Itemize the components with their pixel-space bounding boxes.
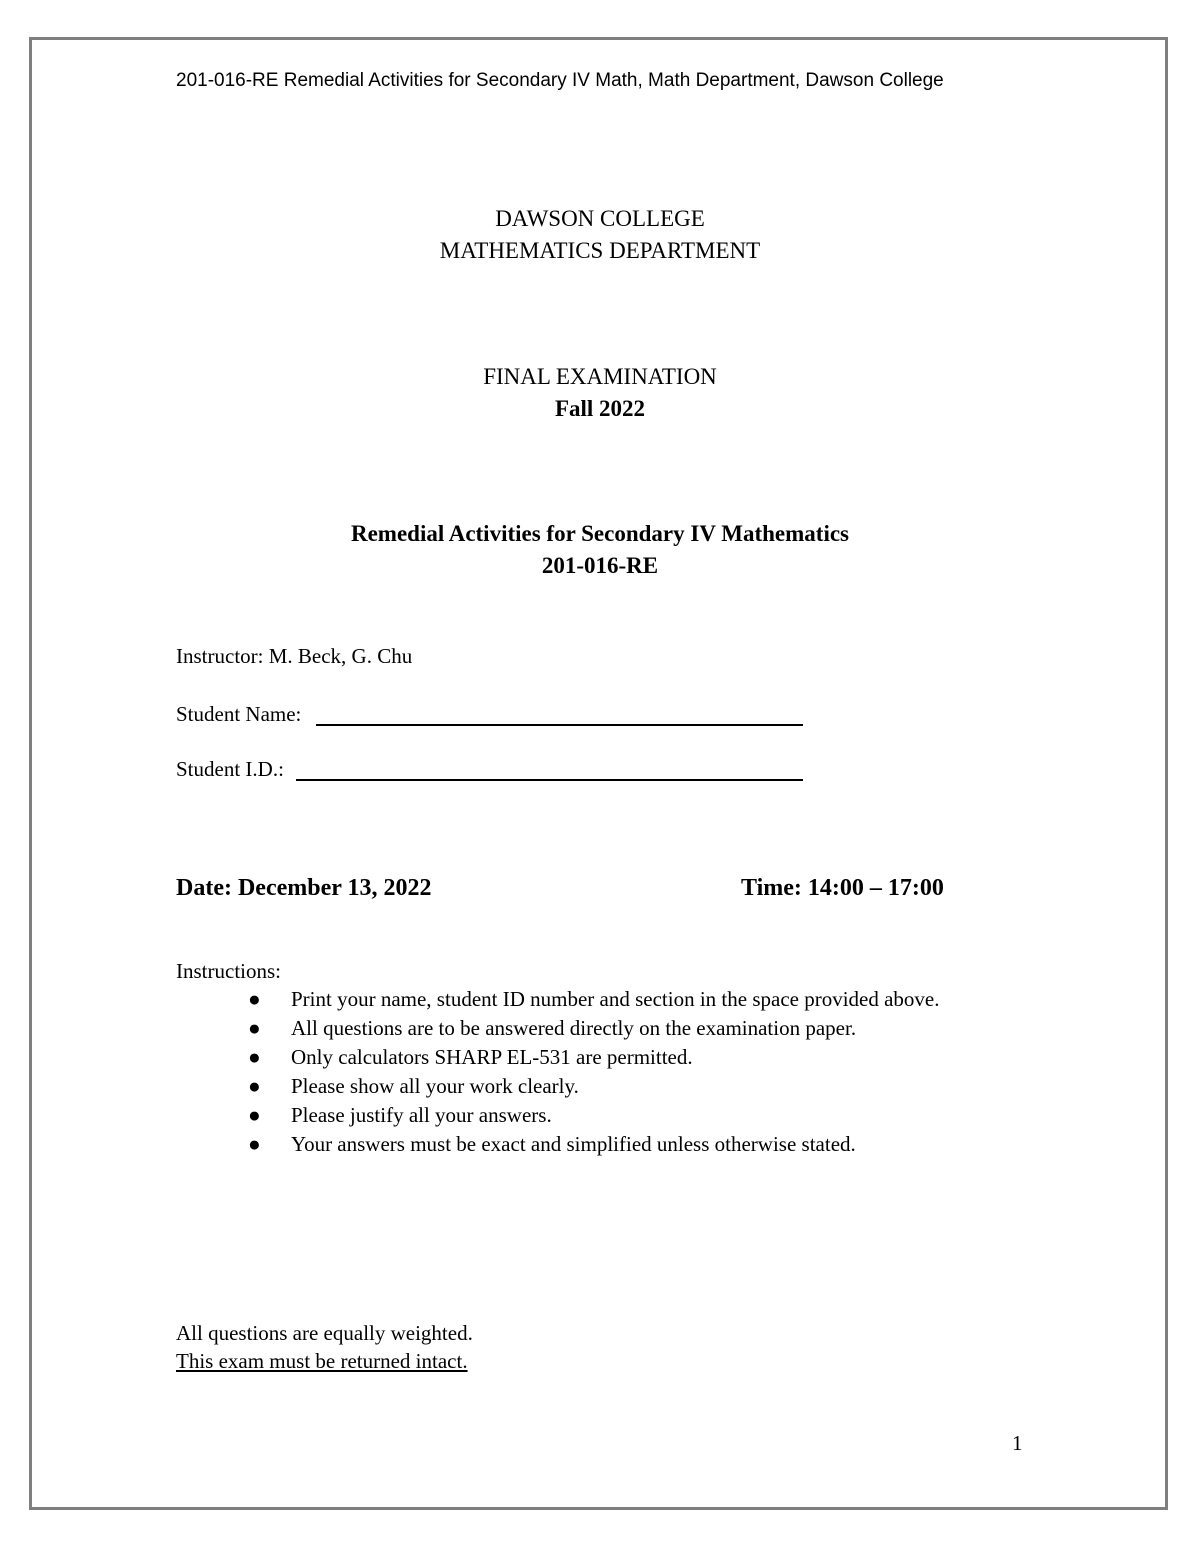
bullet-icon: ● (248, 1074, 261, 1098)
bullet-icon: ● (248, 1132, 261, 1156)
institution-block (0, 203, 1200, 267)
student-name-blank[interactable] (316, 702, 803, 726)
course-name: Remedial Activities for Secondary IV Mathematics (350, 521, 850, 546)
student-id-label: Student I.D.: (176, 757, 284, 781)
instruction-text: All questions are to be answered directly on the examination paper. (291, 1016, 857, 1040)
instruction-text: Please show all your work clearly. (291, 1074, 579, 1098)
instruction-text: Your answers must be exact and simplified unless otherwise stated. (291, 1132, 856, 1156)
course-code: 201-016-RE (541, 553, 659, 578)
bullet-icon: ● (248, 1045, 261, 1069)
exam-date: Date: December 13, 2022 (176, 875, 432, 901)
student-id-blank[interactable] (296, 757, 803, 781)
student-id-field (176, 757, 284, 782)
instructions-heading: Instructions: (176, 959, 281, 983)
college-name: DAWSON COLLEGE (495, 206, 705, 231)
student-name-field (176, 702, 301, 727)
instruction-text: Print your name, student ID number and section in the space provided above. (291, 987, 940, 1011)
bullet-icon: ● (248, 987, 261, 1011)
instructor-line: Instructor: M. Beck, G. Chu (176, 644, 413, 668)
running-header: 201-016-RE Remedial Activities for Secondary IV Math, Math Department, Dawson College (176, 70, 944, 91)
exam-term: Fall 2022 (554, 396, 646, 421)
course-block (0, 518, 1200, 582)
weighted-note: All questions are equally weighted. (176, 1321, 473, 1345)
student-name-label: Student Name: (176, 702, 302, 726)
instruction-text: Only calculators SHARP EL-531 are permitted. (291, 1045, 693, 1069)
bullet-icon: ● (248, 1103, 261, 1127)
exam-title-block (0, 361, 1200, 425)
exam-title: FINAL EXAMINATION (483, 364, 717, 389)
bullet-icon: ● (248, 1016, 261, 1040)
department-name: MATHEMATICS DEPARTMENT (439, 238, 761, 263)
intact-note: This exam must be returned intact. (176, 1349, 468, 1373)
exam-time: Time: 14:00 – 17:00 (741, 875, 944, 901)
page-number: 1 (1012, 1431, 1023, 1455)
instruction-text: Please justify all your answers. (291, 1103, 552, 1127)
